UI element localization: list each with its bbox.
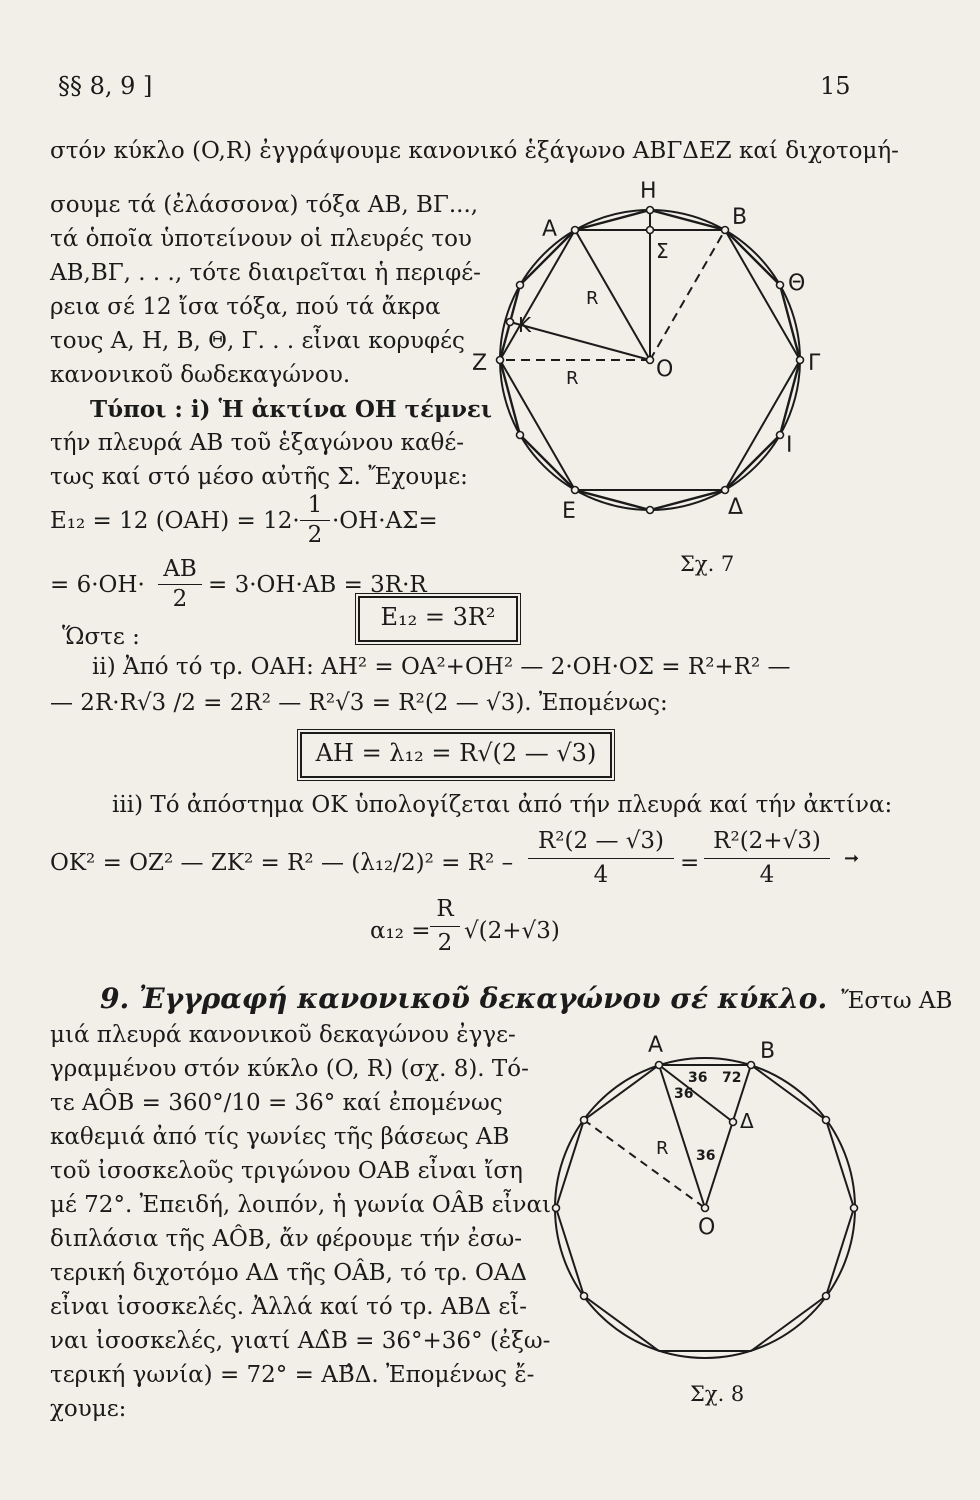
section-9-heading [100,982,952,1015]
frac-den: 2 [437,930,453,956]
therefore-label: Ὥστε : [62,624,140,650]
text-line: τε ΑÔΒ = 360°/10 = 36° καί ἐπομένως [50,1090,503,1116]
label-delta: Δ [740,1109,754,1133]
label-b: Β [760,1039,776,1064]
figure-7-dodecagon [470,179,830,560]
frac-den: 4 [593,862,609,888]
text-line: γραμμένου στόν κύκλο (O, R) (σχ. 8). Τό- [50,1056,529,1082]
formula-e12-right: ·ΟΗ·ΑΣ= [332,508,438,534]
heading-tail: Ἔστω ΑΒ [841,988,953,1014]
label-h: Η [640,179,657,204]
formula-equals: = [680,850,700,876]
figure-8-caption: Σχ. 8 [690,1382,745,1406]
radius-ob [705,1065,751,1208]
text-line: ii) Ἀπό τό τρ. ΟΑΗ: ΑΗ² = ΟΑ²+ΟΗ² — 2·ΟΗ·ΟΣ = R²+R² — [92,654,791,680]
vertex-dots [553,1062,858,1300]
text-line: τήν πλευρά ΑΒ τοῦ ἑξαγώνου καθέ- [50,430,465,456]
label-o: Ο [698,1215,716,1240]
label-sigma: Σ [656,239,669,263]
label-a: Α [648,1033,664,1058]
formula-e12-left: E₁₂ = 12 (ΟΑΗ) = 12· [50,508,300,534]
fraction-bar [300,520,330,521]
angle-36-c: 36 [696,1148,716,1164]
text-line: τά ὁποῖα ὑποτείνουν οἱ πλευρές του [50,226,472,252]
dashed-radius [584,1120,705,1208]
angle-36-b: 36 [674,1086,694,1102]
text-line: στόν κύκλο (O,R) ἐγγράψουμε κανονικό ἑξάγωνο ΑΒΓΔΕΖ καί διχοτομή- [50,138,899,164]
text-line: μέ 72°. Ἐπειδή, λοιπόν, ἡ γωνία ΟÂΒ εἶναι [50,1192,552,1218]
label-gamma: Γ [808,351,821,376]
arrow-icon: ➞ [844,848,860,869]
frac-den: 2 [307,522,323,548]
label-z: Ζ [472,351,488,376]
figure-8-decagon [550,1030,850,1350]
text-line: κανονικοῦ δωδεκαγώνου. [50,362,351,388]
fraction-bar [704,858,830,859]
section-reference: §§ 8, 9 ] [58,72,153,100]
label-e: Ε [562,499,576,524]
label-r2: R [566,368,579,389]
page-number: 15 [820,72,851,100]
frac-den: 4 [759,862,775,888]
text-line: ναι ἰσοσκελές, γιατί ΑΔ̂Β = 36°+36° (ἐξω- [50,1328,551,1354]
formula-a12-left: α₁₂ = [370,918,431,944]
figure-7-caption: Σχ. 7 [680,552,735,576]
text-line: iii) Τό ἀπόστημα ΟΚ ὑπολογίζεται ἀπό τήν πλευρά καί τήν ἀκτίνα: [112,792,893,818]
label-b: Β [732,205,748,230]
text-line: — 2R·R√3 /2 = 2R² — R²√3 = R²(2 — √3). Ἐπομένως: [50,690,668,716]
label-a: Α [542,217,558,242]
frac-num: R²(2+√3) [713,828,821,854]
text-line: χουμε: [50,1396,127,1422]
frac-num: ΑΒ [163,556,197,582]
formula-line2-left: = 6·ΟΗ· [50,572,145,598]
text-line: σουμε τά (ἐλάσσονα) τόξα ΑΒ, ΒΓ..., [50,192,479,218]
label-i: Ι [786,433,793,458]
boxed-formula-e12: E₁₂ = 3R² [358,596,518,642]
frac-den: 2 [172,586,188,612]
angle-36-a: 36 [688,1070,708,1086]
text-line: διπλάσια τῆς ΑÔΒ, ἄν φέρουμε τήν ἐσω- [50,1226,523,1252]
text-line: τερική διχοτόμο ΑΔ τῆς ΟÂΒ, τό τρ. ΟΑΔ [50,1260,528,1286]
frac-num: R [436,896,454,922]
frac-num: 1 [307,492,323,518]
formula-ok-left: ΟΚ² = ΟΖ² — ΖΚ² = R² — (λ₁₂/2)² = R² – [50,850,514,876]
label-k: Κ [518,313,532,337]
text-line: τους Α, Η, Β, Θ, Γ. . . εἶναι κορυφές [50,328,465,354]
formulas-heading: Τύποι : i) Ἡ ἀκτίνα ΟΗ τέμνει [90,396,493,423]
angle-72: 72 [722,1070,742,1086]
label-o: Ο [656,357,674,382]
label-theta: Θ [788,271,806,296]
fraction-bar [430,926,460,927]
text-line: ρεια σέ 12 ἴσα τόξα, πού τά ἄκρα [50,294,441,320]
text-line: τοῦ ἰσοσκελοῦς τριγώνου ΟΑΒ εἶναι ἴση [50,1158,523,1184]
frac-num: R²(2 — √3) [537,828,665,854]
fraction-bar [528,858,674,859]
text-line: τως καί στό μέσο αὐτῆς Σ. Ἔχουμε: [50,464,468,490]
boxed-formula-ah: ΑΗ = λ₁₂ = R√(2 — √3) [300,732,612,778]
formula-line2-right: = 3·ΟΗ·ΑΒ = 3R·R [208,572,427,598]
formula-a12-right: √(2+√3) [464,918,560,944]
label-r: R [656,1138,669,1159]
fraction-bar [158,584,202,585]
text-line: ΑΒ,ΒΓ, . . ., τότε διαιρεῖται ἡ περιφέ- [50,260,481,286]
text-line: εἶναι ἰσοσκελές. Ἀλλά καί τό τρ. ΑΒΔ εἶ- [50,1294,528,1320]
text-line: καθεμιά ἀπό τίς γωνίες τῆς βάσεως ΑΒ [50,1124,510,1150]
heading-text: 9. Ἐγγραφή κανονικοῦ δεκαγώνου σέ κύκλο. [100,982,828,1015]
label-delta: Δ [728,495,744,520]
text-line: τερική γωνία) = 72° = ΑΒ̂Δ. Ἐπομένως ἔ- [50,1362,535,1388]
text-line: μιά πλευρά κανονικοῦ δεκαγώνου ἐγγε- [50,1022,516,1048]
label-r1: R [586,288,599,309]
